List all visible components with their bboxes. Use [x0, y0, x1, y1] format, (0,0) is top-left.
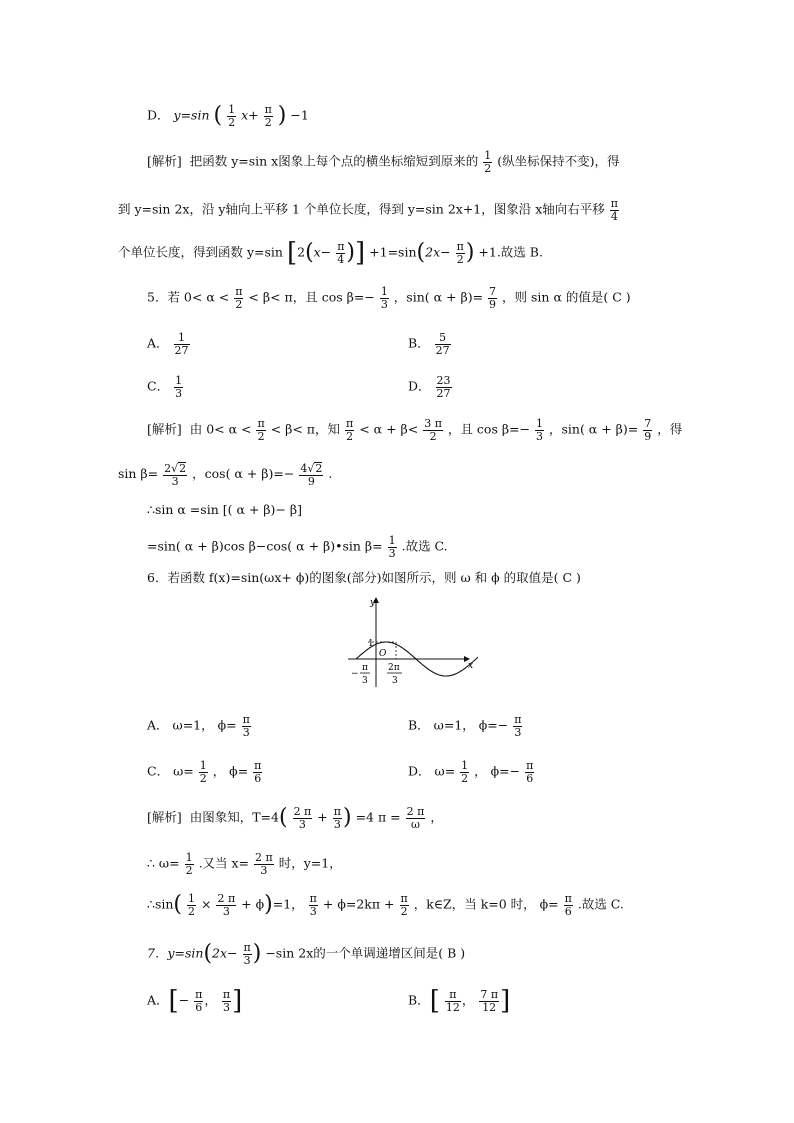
- fraction: [222, 989, 231, 1013]
- fraction: [254, 852, 274, 876]
- expl-text: =sin( α + β)cos β−cos( α + β)•sin β=: [147, 538, 383, 554]
- expl-text: < α + β<: [359, 421, 419, 437]
- option-text: ω=1， ϕ=−: [433, 717, 509, 733]
- fraction: [194, 989, 203, 1013]
- numerator: 2 π: [406, 805, 425, 818]
- fraction: [525, 760, 534, 784]
- stem-text: 2x−: [212, 945, 238, 961]
- graph-svg: [346, 593, 478, 689]
- x-label: x: [468, 661, 474, 671]
- denominator: 3: [243, 953, 251, 967]
- denominator: 3: [260, 863, 268, 877]
- expl-text: =4 π =: [355, 809, 401, 825]
- fraction: [488, 286, 497, 310]
- expl-text: + ϕ: [241, 896, 265, 912]
- radicand: 2: [315, 462, 323, 475]
- q6-option-b: [408, 714, 523, 738]
- tick-one: 1: [368, 639, 374, 649]
- expr-text: −1: [290, 107, 309, 123]
- numerator: π: [456, 239, 464, 253]
- expl-text: (纵坐标保持不变)，得: [497, 153, 620, 169]
- fraction: [253, 760, 262, 784]
- denominator: 27: [435, 343, 450, 357]
- numerator: 1: [199, 759, 207, 772]
- q5-option-d: [408, 375, 453, 399]
- expl-text: 2: [297, 244, 306, 260]
- numerator: π: [564, 892, 572, 905]
- numerator: 5: [435, 332, 451, 345]
- denominator: 6: [195, 1000, 203, 1014]
- fraction: [216, 893, 236, 917]
- numerator: π: [309, 892, 317, 905]
- option-text: ， ϕ=: [212, 763, 249, 779]
- numerator: 4√2: [300, 462, 323, 475]
- q6-sine-graph: [346, 593, 478, 689]
- option-text: −: [178, 992, 190, 1008]
- fraction: [309, 893, 318, 917]
- q4-option-d: [147, 104, 309, 128]
- q5-explanation-line-2: [118, 462, 332, 487]
- numerator: 7: [489, 285, 497, 298]
- q7-stem: [147, 942, 465, 966]
- option-text: ，: [461, 992, 475, 1008]
- fraction: [436, 375, 452, 399]
- expl-text: ，得: [657, 421, 683, 437]
- denominator: 3: [242, 725, 250, 739]
- expl-text: ∴sin α =sin [( α + β)− β]: [147, 502, 302, 517]
- option-label: C．: [147, 763, 170, 779]
- denominator: 3: [298, 817, 306, 831]
- expl-text: ×: [200, 896, 212, 912]
- expl-text: .: [328, 466, 333, 482]
- fraction: [435, 332, 451, 356]
- explanation-tag: [解析]: [147, 421, 182, 437]
- fraction: [535, 418, 544, 442]
- numerator: π: [257, 417, 265, 430]
- fraction: [456, 241, 465, 265]
- option-label: D．: [408, 378, 431, 394]
- paren-left: (: [213, 103, 223, 129]
- numerator: π: [514, 713, 522, 726]
- option-label: A．: [147, 992, 169, 1008]
- denominator: 27: [436, 386, 451, 400]
- q7-option-b: [408, 988, 510, 1014]
- numerator: π: [254, 759, 262, 772]
- option-text: ω=1， ϕ=: [172, 717, 237, 733]
- paren-right: ): [342, 805, 352, 831]
- fraction: [400, 893, 409, 917]
- expl-text: ，cos( α + β)=−: [192, 466, 295, 482]
- denominator: 2: [228, 115, 236, 129]
- q6-option-a: [147, 714, 252, 738]
- numerator: π: [195, 987, 203, 1001]
- bracket-left: [: [168, 986, 179, 1016]
- q5-stem: [147, 286, 631, 310]
- option-label: B．: [408, 992, 430, 1008]
- paren-right: ): [264, 892, 273, 918]
- expl-text: ∴ ω=: [147, 855, 180, 871]
- stem-text: −sin 2x的一个单调递增区间是( B ): [265, 945, 466, 961]
- denominator: 3: [171, 474, 179, 488]
- fraction: [406, 806, 426, 830]
- fraction: [483, 150, 492, 174]
- numerator: 1: [174, 332, 190, 345]
- fraction: [643, 418, 652, 442]
- fraction: [513, 714, 522, 738]
- fraction: [264, 104, 273, 128]
- denominator: 3: [536, 429, 543, 443]
- tick-2pi: 2π: [388, 663, 400, 673]
- fraction: [388, 535, 397, 559]
- option-text: ω=: [173, 763, 194, 779]
- numerator: π: [610, 197, 618, 210]
- option-label: A．: [147, 717, 169, 733]
- stem-text: ，sin( α + β)=: [393, 289, 484, 305]
- coef: 4: [300, 462, 308, 475]
- paren-right: ): [277, 103, 287, 129]
- fraction: [299, 462, 323, 487]
- expl-text: ，: [430, 809, 443, 825]
- fraction: [256, 418, 265, 442]
- q5-explanation-line-1: [147, 418, 682, 442]
- denominator: 2: [400, 904, 408, 918]
- denominator: 2: [346, 429, 354, 443]
- denominator: 2: [456, 252, 464, 266]
- denominator: 12: [445, 1000, 460, 1014]
- q5-option-a: [147, 332, 191, 356]
- denominator: 9: [307, 474, 315, 488]
- numerator: π: [333, 805, 341, 818]
- fraction: [564, 893, 573, 917]
- numerator: π: [526, 759, 534, 772]
- denominator: 2: [188, 904, 195, 918]
- numerator: π: [445, 989, 461, 1002]
- numerator: 2 π: [255, 851, 273, 864]
- expl-text: .故选 C.: [401, 538, 448, 554]
- fraction: [174, 375, 183, 399]
- denominator: 2: [185, 863, 193, 877]
- expl-text: ，且 cos β=−: [447, 421, 531, 437]
- denominator: 2: [235, 297, 243, 311]
- paren-left: (: [203, 941, 213, 967]
- option-label: B．: [408, 717, 430, 733]
- coef: 2: [164, 462, 172, 475]
- fraction: [234, 286, 243, 310]
- expl-text: < β< π，知: [270, 421, 341, 437]
- fraction: [423, 418, 443, 442]
- option-label: A．: [147, 335, 169, 351]
- denominator: 12: [482, 1000, 497, 1014]
- q6-stem: [147, 570, 581, 586]
- stem-text: ，则 sin α 的值是( C ): [502, 289, 631, 305]
- expl-text: ∴sin: [147, 896, 174, 912]
- numerator: π: [235, 285, 243, 298]
- denominator: 6: [526, 771, 534, 785]
- option-text: ，: [204, 992, 217, 1008]
- numerator: π: [400, 892, 408, 905]
- expl-text: ，sin( α + β)=: [548, 421, 639, 437]
- numerator: π: [243, 941, 251, 954]
- paren-right: ): [346, 240, 356, 265]
- bracket-right: ]: [232, 986, 243, 1016]
- denominator: 3: [333, 817, 341, 831]
- expl-text: .又当 x=: [198, 855, 250, 871]
- stem-text: 5．若 0< α <: [147, 289, 230, 305]
- denominator: ω: [410, 817, 420, 831]
- tick-neg-3: 3: [362, 676, 368, 686]
- fraction: [242, 714, 251, 738]
- denominator: 3: [223, 1000, 230, 1014]
- expl-text: 到 y=sin 2x，沿 y轴向上平移 1 个单位长度，得到 y=sin 2x+1，图象沿 x轴向右平移: [118, 201, 605, 217]
- denominator: 2: [264, 115, 272, 129]
- fraction: [460, 760, 469, 784]
- numerator: 1: [536, 417, 543, 430]
- expl-text: ，k∈Z，当 k=0 时， ϕ=: [413, 896, 559, 912]
- stem-text: 7．y=sin: [147, 945, 204, 961]
- expl-text: 个单位长度，得到函数 y=sin: [118, 244, 283, 260]
- q6-explanation-line-3: [147, 893, 624, 917]
- fraction: [243, 942, 252, 966]
- numerator: π: [222, 987, 231, 1001]
- paren-right: ): [252, 941, 262, 967]
- option-text: ω=: [434, 763, 456, 779]
- denominator: 2: [484, 161, 492, 175]
- q5-option-b: [408, 332, 452, 356]
- fraction: [333, 806, 342, 830]
- expl-text: 由图象知，T=4: [189, 809, 279, 825]
- numerator: 1: [185, 851, 193, 864]
- numerator: 3 π: [424, 417, 442, 430]
- paren-left: (: [173, 892, 183, 918]
- numerator: 1: [380, 285, 388, 298]
- q7-option-a: [147, 988, 242, 1014]
- expl-text: .故选 C.: [577, 896, 624, 912]
- denominator: 9: [489, 297, 497, 311]
- stem-text: < β< π，且 cos β=−: [248, 289, 375, 305]
- denominator: 2: [257, 429, 265, 443]
- explanation-tag: [解析]: [147, 809, 182, 825]
- expl-text: sin β=: [118, 466, 159, 482]
- fraction: [345, 418, 354, 442]
- bracket-left: [: [429, 986, 440, 1016]
- paren-left: (: [305, 240, 314, 265]
- fraction: [336, 241, 345, 265]
- tick-2pi-3: 3: [392, 676, 398, 686]
- option-label: D．: [408, 763, 431, 779]
- paren-left: (: [416, 240, 426, 265]
- expl-text: 2x−: [425, 244, 451, 260]
- denominator: 3: [388, 546, 396, 560]
- fraction: [479, 989, 499, 1013]
- fraction: [199, 760, 208, 784]
- numerator: 1: [188, 892, 195, 905]
- denominator: 3: [222, 904, 230, 918]
- y-label: y: [370, 598, 376, 608]
- q5-explanation-line-3: [147, 502, 302, 518]
- tick-neg-sign: −: [351, 669, 359, 679]
- q6-explanation-line-1: [147, 806, 443, 830]
- numerator: 1: [461, 759, 469, 772]
- expl-text: 由 0< α <: [189, 421, 252, 437]
- denominator: 2: [199, 771, 207, 785]
- stem-text: 6．若函数 f(x)=sin(ωx+ ϕ)的图象(部分)如图所示，则 ω 和 ϕ 的取值是( C ): [147, 570, 581, 585]
- expr-text: y=sin: [173, 107, 210, 123]
- numerator: π: [242, 713, 250, 726]
- denominator: 2: [461, 771, 469, 785]
- denominator: 4: [610, 209, 618, 223]
- q6-option-c: [147, 760, 263, 784]
- fraction: [187, 893, 196, 917]
- paren-right: ): [465, 240, 475, 265]
- denominator: 3: [380, 297, 388, 311]
- numerator: 1: [228, 103, 236, 116]
- q4-explanation-line-1: [147, 150, 619, 174]
- paren-left: (: [278, 805, 288, 831]
- q4-explanation-line-3: [118, 240, 543, 266]
- numerator: 1: [175, 374, 183, 387]
- denominator: 2: [429, 429, 437, 443]
- numerator: 1: [484, 149, 492, 162]
- expl-text: 时，y=1，: [278, 855, 342, 871]
- denominator: 4: [337, 252, 345, 266]
- numerator: 2√2: [164, 462, 187, 475]
- bracket-right: ]: [500, 986, 511, 1016]
- numerator: 2 π: [217, 892, 236, 905]
- q6-explanation-line-2: [147, 852, 342, 876]
- fraction: [293, 806, 313, 830]
- expl-text: +1=sin: [369, 244, 417, 260]
- fraction: [185, 852, 194, 876]
- explanation-tag: [解析]: [147, 153, 182, 169]
- expl-text: +1.故选 B.: [478, 244, 543, 260]
- option-text: ， ϕ=−: [474, 763, 521, 779]
- origin-label: O: [379, 649, 387, 659]
- q4-explanation-line-2: [118, 198, 620, 222]
- numerator: 23: [436, 374, 451, 387]
- q6-option-d: [408, 760, 535, 784]
- expr-text: x+: [241, 107, 259, 123]
- denominator: 27: [174, 343, 189, 357]
- denominator: 9: [644, 429, 652, 443]
- denominator: 3: [175, 386, 183, 400]
- q5-option-c: [147, 375, 184, 399]
- numerator: 7 π: [480, 987, 499, 1001]
- numerator: π: [346, 417, 354, 430]
- q5-explanation-line-4: [147, 535, 448, 559]
- option-label: B．: [408, 335, 430, 351]
- numerator: 7: [644, 417, 652, 430]
- denominator: 3: [309, 904, 317, 918]
- bracket-right: ]: [355, 238, 366, 268]
- numerator: 2 π: [293, 805, 312, 818]
- fraction: [380, 286, 389, 310]
- fraction: [445, 989, 461, 1013]
- expl-text: x−: [313, 244, 332, 260]
- option-label: D．: [147, 107, 170, 123]
- fraction: [163, 462, 187, 487]
- expl-text: + ϕ=2kπ +: [322, 896, 395, 912]
- fraction: [174, 332, 190, 356]
- tick-neg-pi: π: [362, 663, 368, 673]
- fraction: [610, 198, 619, 222]
- radicand: 2: [179, 462, 187, 475]
- option-label: C．: [147, 378, 170, 394]
- denominator: 6: [564, 904, 572, 918]
- denominator: 6: [254, 771, 262, 785]
- numerator: 1: [388, 534, 396, 547]
- numerator: π: [264, 103, 272, 116]
- numerator: π: [337, 239, 345, 253]
- denominator: 3: [514, 725, 522, 739]
- expl-text: 把函数 y=sin x图象上每个点的横坐标缩短到原来的: [189, 153, 479, 169]
- fraction: [227, 104, 236, 128]
- bracket-left: [: [286, 238, 298, 268]
- expl-text: =1，: [272, 896, 304, 912]
- expl-text: +: [317, 809, 328, 825]
